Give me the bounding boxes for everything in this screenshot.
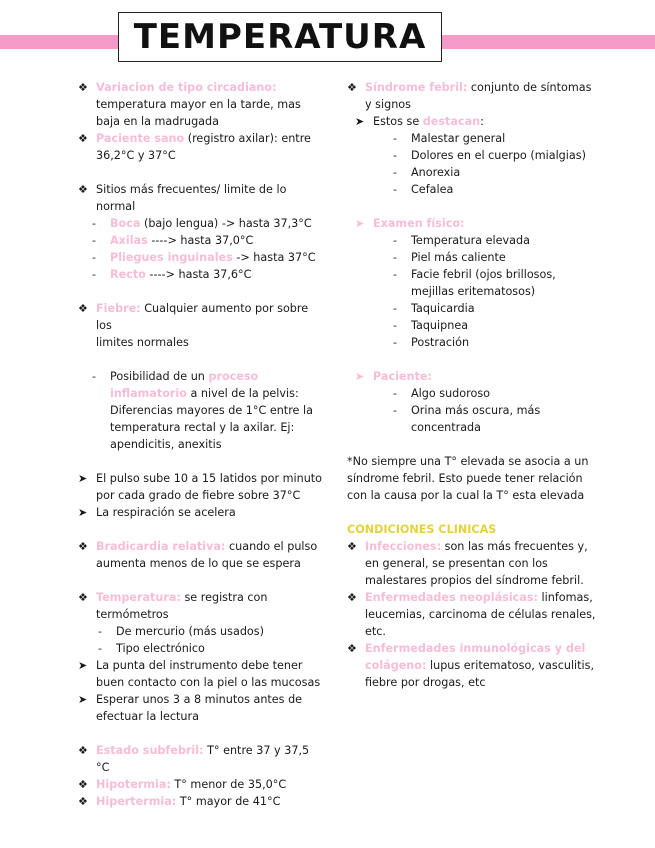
dash-bullet: - [393,336,397,349]
note: *No siempre una T° elevada se asocia a un síndrome febril. Esto puede tener relación con la causa por la cual la T° esta elevada [347,455,589,502]
list-item: - Axilas ----> hasta 37,0°C [92,234,254,247]
list-item: ➤ Esperar unos 3 a 8 minutos antes de efectuar la lectura [78,693,303,723]
arrow-bullet-icon: ➤ [355,217,365,230]
diamond-bullet-icon: ❖ [78,132,88,145]
dash-bullet: - [393,268,397,281]
list-item: - Recto ----> hasta 37,6°C [92,268,252,281]
list-item: - Dolores en el cuerpo (mialgias) [393,149,586,162]
dash-bullet: - [92,217,96,230]
list-item: ➤ La respiración se acelera [78,506,236,519]
list-item: ➤ Examen físico: [355,217,465,230]
arrow-bullet-icon: ➤ [78,693,88,706]
arrow-bullet-icon: ➤ [355,370,365,383]
list-item: ➤ Estos se destacan: [355,115,484,128]
list-item: ❖ Bradicardia relativa: cuando el pulso aumenta menos de lo que se espera [78,540,318,570]
list-item: - Temperatura elevada [393,234,530,247]
dash-bullet: - [92,268,96,281]
section-heading: CONDICIONES CLINICAS [347,523,497,536]
dash-bullet: - [393,166,397,179]
dash-bullet: - [393,149,397,162]
list-item: ❖ Hipotermia: T° menor de 35,0°C [78,778,287,791]
list-item: - Malestar general [393,132,506,145]
list-item: - Anorexia [393,166,461,179]
list-item: ❖ Estado subfebril: T° entre 37 y 37,5 °C [78,744,310,774]
dash-bullet: - [92,251,96,264]
page-title: TEMPERATURA [133,17,427,57]
arrow-bullet-icon: ➤ [78,506,88,519]
list-item: ❖ Temperatura: se registra con termómetros [78,591,268,621]
page-title-box [118,12,442,62]
diamond-bullet-icon: ❖ [347,540,357,553]
list-item: - Taquipnea [393,319,469,332]
diamond-bullet-icon: ❖ [347,591,357,604]
dash-bullet: - [393,387,397,400]
list-item: ❖ Síndrome febril: conjunto de síntomas y signos [347,81,592,111]
list-item: ❖ Infecciones: son las más frecuentes y, en general, se presentan con los malestares propios del síndrome febril. [347,540,588,587]
header-stripe-left [0,35,118,49]
header-stripe-right [442,35,655,49]
list-item: - Pliegues inguinales -> hasta 37°C [92,251,316,264]
list-item: ➤ La punta del instrumento debe tener buen contacto con la piel o las mucosas [78,659,321,689]
dash-bullet: - [92,234,96,247]
diamond-bullet-icon: ❖ [347,81,357,94]
dash-bullet: - [98,642,102,655]
right-column [347,79,607,691]
dash-bullet: - [393,183,397,196]
list-item: ❖ Sitios más frecuentes/ limite de lo normal [78,183,287,213]
arrow-bullet-icon: ➤ [78,659,88,672]
list-item: - Cefalea [393,183,454,196]
diamond-bullet-icon: ❖ [78,795,88,808]
dash-bullet: - [393,234,397,247]
dash-bullet: - [393,132,397,145]
diamond-bullet-icon: ❖ [78,778,88,791]
dash-bullet: - [92,370,96,383]
dash-bullet: - [98,625,102,638]
left-column [78,79,323,810]
list-item: - Piel más caliente [393,251,506,264]
list-item: ❖ Paciente sano (registro axilar): entre 36,2°C y 37°C [78,132,311,162]
list-item: - Boca (bajo lengua) -> hasta 37,3°C [92,217,312,230]
diamond-bullet-icon: ❖ [78,183,88,196]
diamond-bullet-icon: ❖ [78,302,88,315]
list-item: - Posibilidad de un proceso inflamatorio a nivel de la pelvis: Diferencias mayores de 1°C entre la temperatura rectal y la axilar. Ej: apendicitis, anexitis [92,370,313,451]
list-item: - Algo sudoroso [393,387,491,400]
diamond-bullet-icon: ❖ [78,591,88,604]
list-item: - Taquicardia [393,302,475,315]
list-item: ➤ El pulso sube 10 a 15 latidos por minuto por cada grado de fiebre sobre 37°C [78,472,323,502]
list-item: ❖ Enfermedades neoplásicas: linfomas, leucemias, carcinoma de células renales, etc. [347,591,596,638]
list-item: - Tipo electrónico [98,642,205,655]
list-item: ❖ Hipertermia: T° mayor de 41°C [78,795,281,808]
dash-bullet: - [393,404,397,417]
dash-bullet: - [393,251,397,264]
diamond-bullet-icon: ❖ [78,540,88,553]
list-item: - De mercurio (más usados) [98,625,264,638]
list-item: - Postración [393,336,470,349]
arrow-bullet-icon: ➤ [355,115,365,128]
list-item: - Facie febril (ojos brillosos, mejillas eritematosos) [393,268,556,298]
list-item: ❖ Fiebre: Cualquier aumento por sobre los limites normales [78,302,309,349]
dash-bullet: - [393,319,397,332]
diamond-bullet-icon: ❖ [347,642,357,655]
dash-bullet: - [393,302,397,315]
list-item: ➤ Paciente: [355,370,432,383]
list-item: ❖ Variacion de tipo circadiano: temperatura mayor en la tarde, mas baja en la madrugada [78,81,301,128]
arrow-bullet-icon: ➤ [78,472,88,485]
list-item: ❖ Enfermedades inmunológicas y del colágeno: lupus eritematoso, vasculitis, fiebre por drogas, etc [347,642,595,689]
list-item: - Orina más oscura, más concentrada [393,404,541,434]
diamond-bullet-icon: ❖ [78,81,88,94]
diamond-bullet-icon: ❖ [78,744,88,757]
